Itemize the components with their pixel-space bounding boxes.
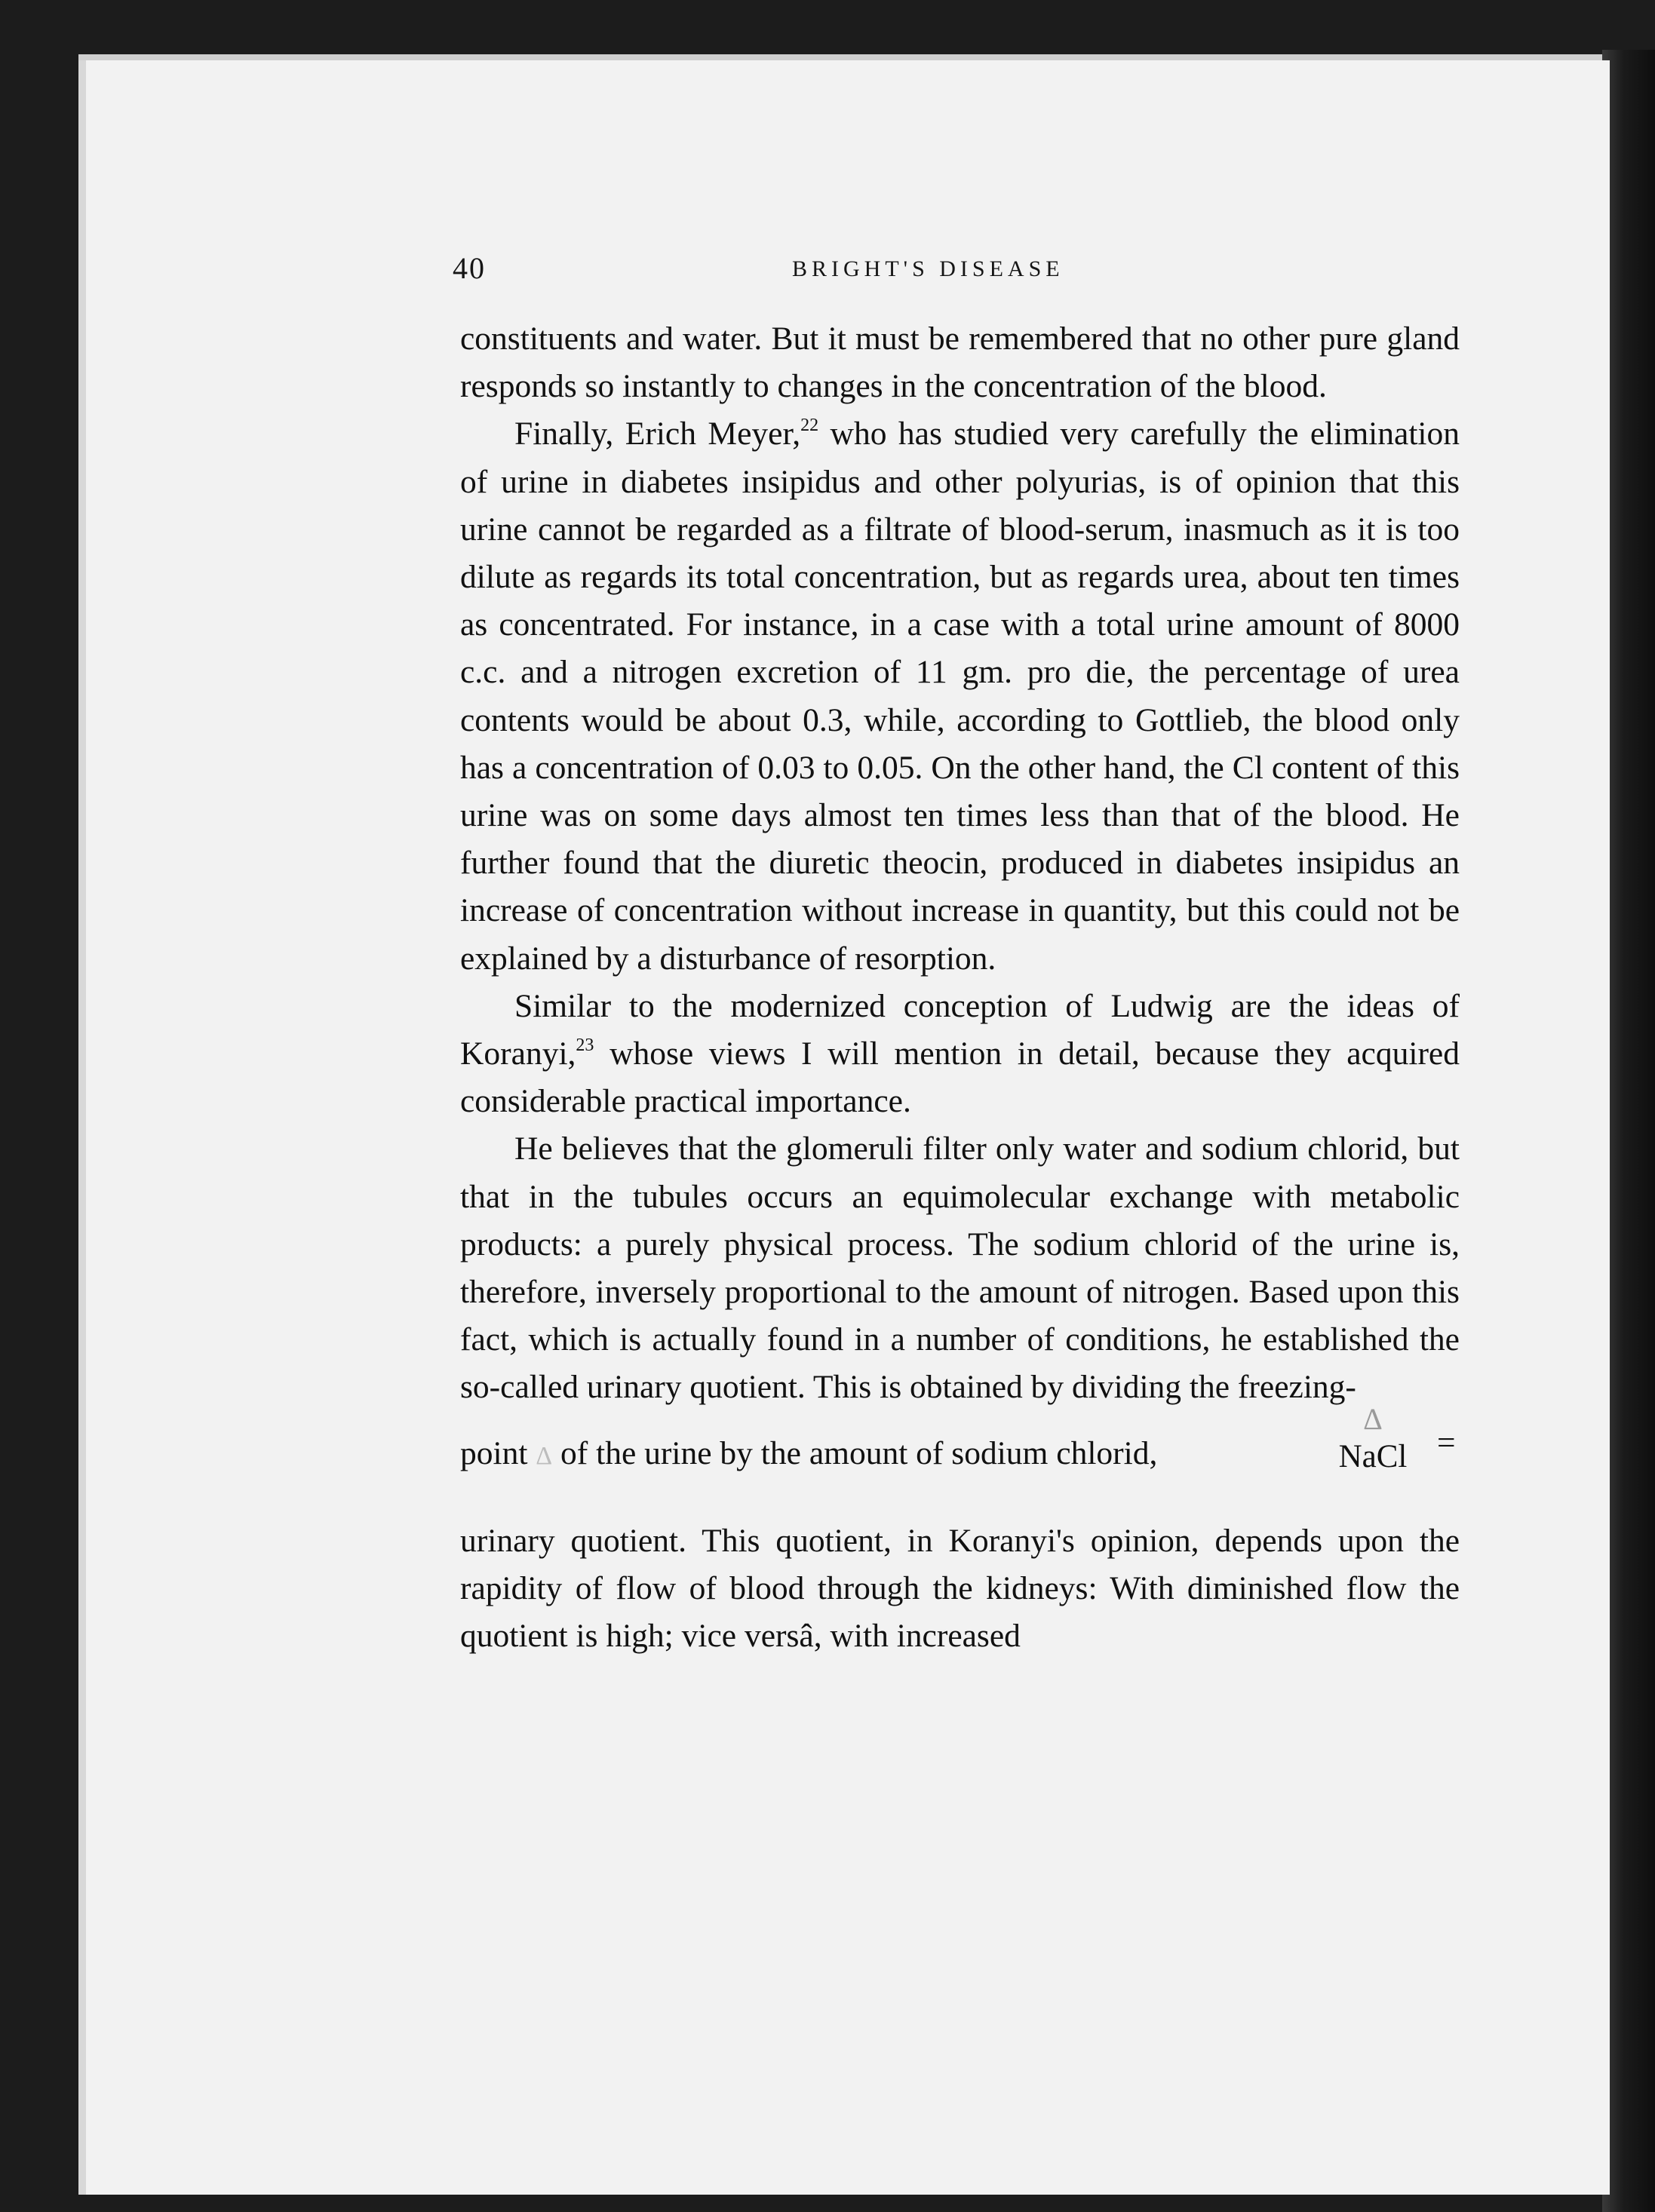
paragraph-4: He believes that the glomeruli filter only water and sodium chlorid, but that in the tubules occurs an equimolecular exchange with metabolic products: a purely physical process. The sodium chlorid of the urine is, therefore, inversely proportional to the amount of nitrogen. Based upon this fact, which is actually found in a number of conditions, he established the so-called urinary quotient. This is obtained by dividing the freezing-: [460, 1131, 1460, 1406]
formula-line: [460, 1401, 1460, 1517]
paragraph-3-start: Similar to the modernized conception of Ludwig are the ideas of Koranyi,: [460, 987, 1460, 1072]
delta-symbol: Δ: [536, 1441, 553, 1470]
paragraph-3-rest: whose views I will mention in detail, because they acquired considerable practical importance.: [460, 1035, 1460, 1120]
running-head: BRIGHT'S DISEASE: [792, 256, 1064, 281]
paragraph-5: urinary quotient. This quotient, in Koranyi's opinion, depends upon the rapidity of flow of blood through the kidneys: With diminished flow the quotient is high; vice versâ, with increased: [460, 1522, 1460, 1655]
paragraph-2-rest: who has studied very carefully the elimination of urine in diabetes insipidus and other polyurias, is of opinion that this urine cannot be regarded as a filtrate of blood-serum, inasmuch as it is too dilute as regards its total concentration, but as regards urea, about ten times as concentrated. For instance, in a case with a total urine amount of 8000 c.c. and a nitrogen excretion of 11 gm. pro die, the percentage of urea contents would be about 0.3, while, according to Gottlieb, the blood only has a concentration of 0.03 to 0.05. On the other hand, the Cl content of this urine was on some days almost ten times less than that of the blood. He further found that the diuretic theocin, produced in diabetes insipidus an increase of concentration without increase in quantity, but this could not be explained by a disturbance of resorption.: [460, 416, 1460, 977]
formula-sentence: of the urine by the amount of sodium chlorid,: [552, 1434, 1158, 1471]
paragraph-2-start: Finally, Erich Meyer,: [514, 416, 801, 453]
urinary-quotient-fraction: [1328, 1401, 1418, 1477]
book-spine-edge: [1602, 50, 1655, 2212]
page-number: 40: [453, 251, 486, 285]
formula-text: [460, 1430, 1157, 1480]
footnote-ref-23: 23: [576, 1035, 594, 1056]
fraction-denominator: NaCl: [1338, 1438, 1408, 1474]
paragraph-1: constituents and water. But it must be remembered that no other pure gland responds so instantly to changes in the concentration of the blood.: [460, 321, 1460, 405]
equals-sign: =: [1437, 1424, 1456, 1461]
paragraph-2: [460, 410, 1460, 982]
body-text: [460, 315, 1460, 1660]
fraction-numerator: Δ: [1363, 1401, 1383, 1436]
formula-word-point: point: [460, 1434, 528, 1471]
page-header: [453, 250, 1460, 296]
paragraph-3: [460, 983, 1460, 1126]
footnote-ref-22: 22: [800, 416, 819, 436]
